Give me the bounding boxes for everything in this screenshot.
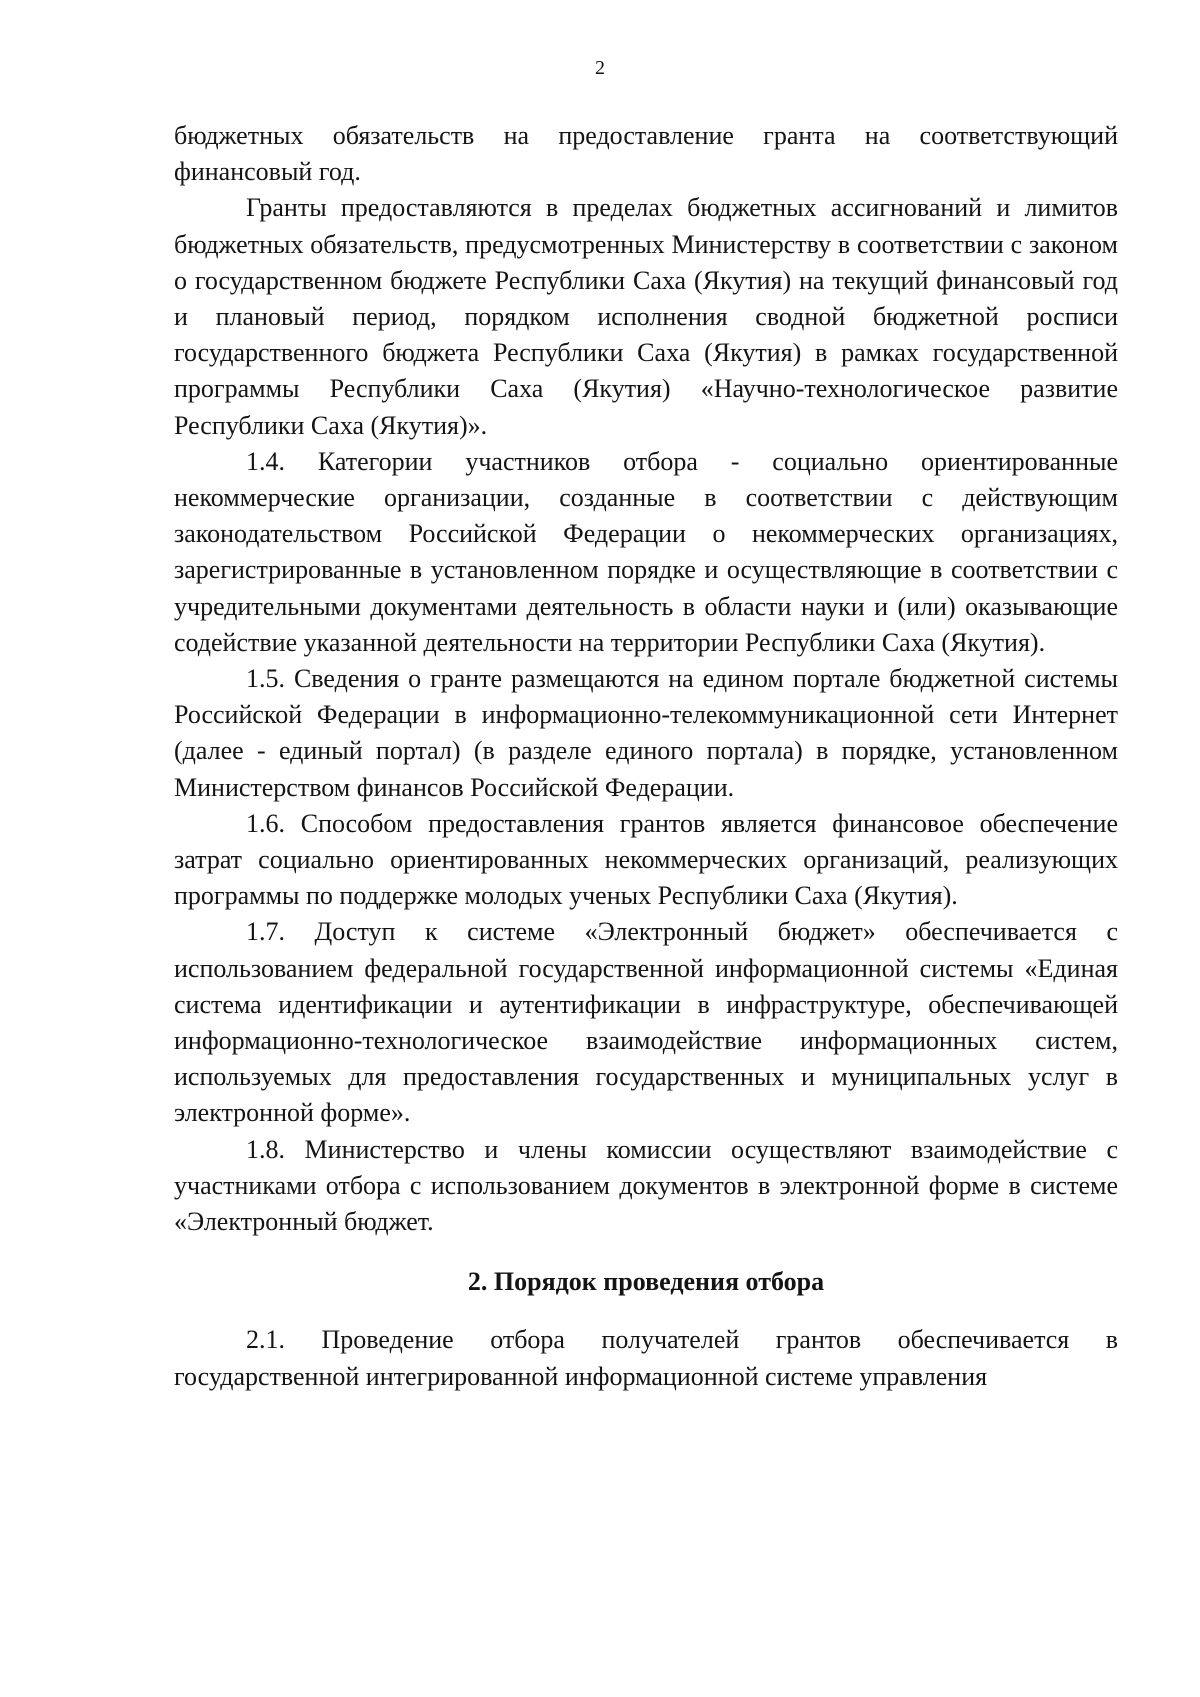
paragraph-1-5: 1.5. Сведения о гранте размещаются на едином портале бюджетной системы Российской Федерации в информационно-телекоммуникационной сети Интернет (далее - единый портал) (в разделе единого портала) в порядке, установленном Министерством финансов Российской Федерации.: [174, 664, 1118, 802]
paragraph-1-7: 1.7. Доступ к системе «Электронный бюджет» обеспечивается с использованием федеральной государственной информационной системы «Единая система идентификации и аутентификации в инфраструктуре, обеспечивающей информационно-технологическое взаимодействие информационных систем, используемых для предоставления государственных и муниципальных услуг в электронной форме».: [174, 917, 1118, 1128]
page-number: 2: [595, 57, 605, 79]
paragraph-continuation: бюджетных обязательств на предоставление гранта на соответствующий финансовый год.: [174, 121, 1118, 187]
paragraph-grants-limits: Гранты предоставляются в пределах бюджетных ассигнований и лимитов бюджетных обязательств, предусмотренных Министерству в соответствии с законом о государственном бюджете Республики Саха (Якутия) на текущий финансовый год и плановый период, порядком исполнения сводной бюджетной росписи государственного бюджета Республики Саха (Якутия) в рамках государственной программы Республики Саха (Якутия) «Научно-технологическое развитие Республики Саха (Якутия)».: [174, 193, 1118, 440]
section-heading: 2. Порядок проведения отбора: [467, 1267, 825, 1297]
document-body: [174, 118, 1118, 1395]
paragraph-1-6: 1.6. Способом предоставления грантов является финансовое обеспечение затрат социально ориентированных некоммерческих организаций, реализующих программы по поддержке молодых ученых Республики Саха (Якутия).: [174, 808, 1118, 911]
paragraph-1-4: 1.4. Категории участников отбора - социально ориентированные некоммерческие организации, созданные в соответствии с действующим законодательством Российской Федерации о некоммерческих организациях, зарегистрированные в установленном порядке и осуществляющие в соответствии с учредительными документами деятельность в области науки и (или) оказывающие содействие указанной деятельности на территории Республики Саха (Якутия).: [174, 446, 1118, 657]
paragraph-1-8: 1.8. Министерство и члены комиссии осуществляют взаимодействие с участниками отбора с использованием документов в электронной форме в системе «Электронный бюджет.: [174, 1134, 1118, 1237]
paragraph-2-1: 2.1. Проведение отбора получателей грантов обеспечивается в государственной интегрированной информационной системе управления: [174, 1325, 1118, 1391]
